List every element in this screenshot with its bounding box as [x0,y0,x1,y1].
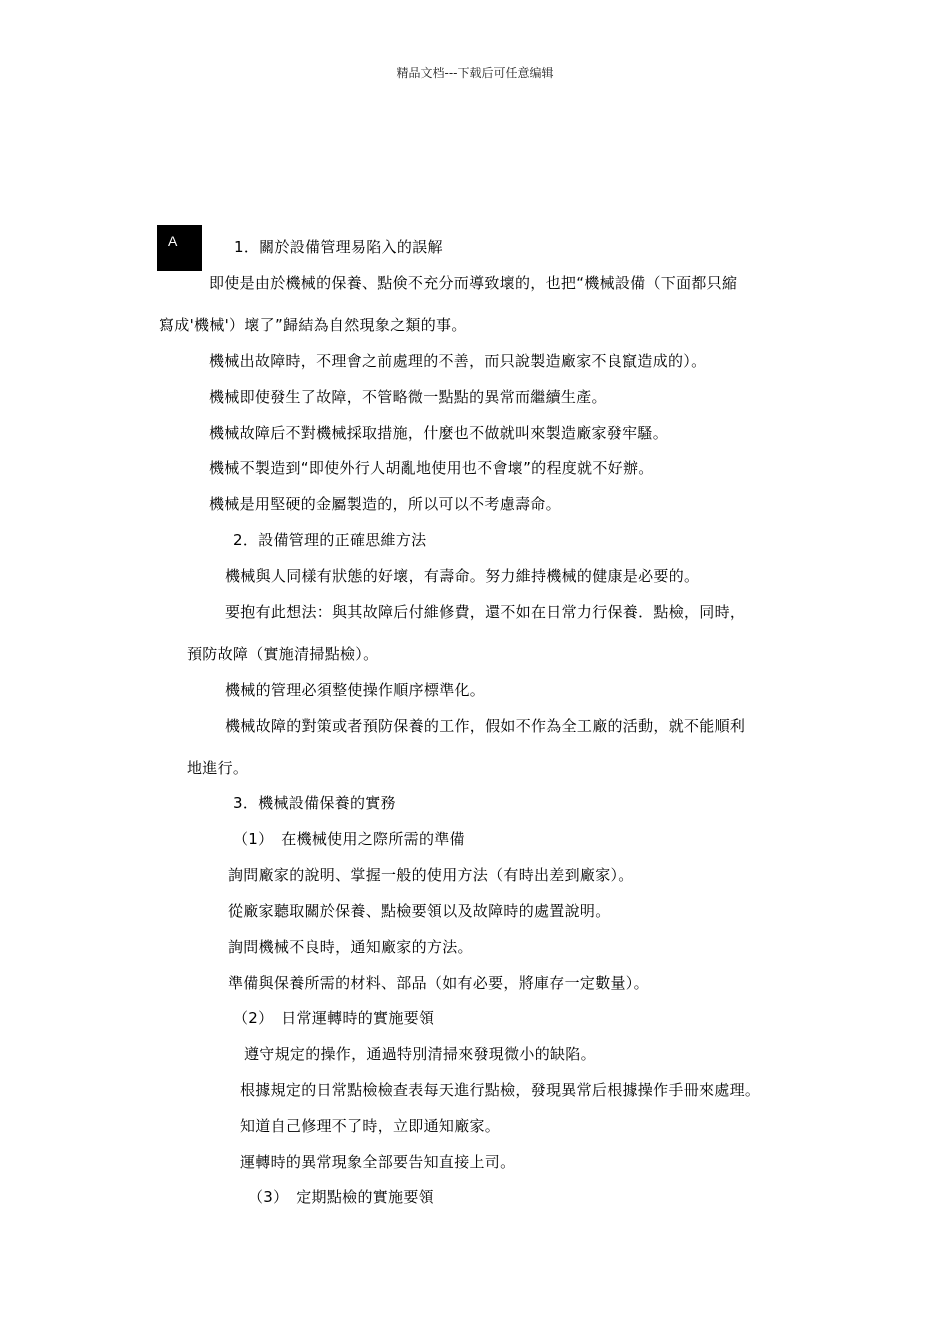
list-item: 機械即使發生了故障，不管略微一點點的異常而繼續生產。 [209,388,607,406]
paragraph-line: 寫成'機械'）壞了”歸結為自然現象之類的事。 [159,316,467,334]
list-item: 詢問廠家的說明、掌握一般的使用方法（有時出差到廠家）。 [228,866,634,884]
list-item: 機械與人同樣有狀態的好壞，有壽命。努力維持機械的健康是必要的。 [225,567,700,585]
list-item: 機械故障后不對機械採取措施，什麼也不做就叫來製造廠家發牢騷。 [209,424,669,442]
page-header: 精品文档---下载后可任意编辑 [396,66,554,80]
heading-3: 3．機械設備保養的實務 [233,794,396,812]
heading-1: 1．關於設備管理易陷入的誤解 [234,238,443,256]
list-item: 遵守規定的操作，通過特別清掃來發現微小的缺陷。 [244,1045,596,1063]
list-item: 準備與保養所需的材料、部品（如有必要，將庫存一定數量）。 [228,974,649,992]
paragraph-line: 要抱有此想法：與其故障后付維修費，還不如在日常力行保養．點檢，同時， [225,603,746,621]
list-item: 機械是用堅硬的金屬製造的，所以可以不考慮壽命。 [209,495,561,513]
subheading-2: （2） 日常運轉時的實施要領 [233,1009,435,1027]
paragraph-line: 地進行。 [187,759,249,777]
list-item: 機械的管理必須整使操作順序標準化。 [225,681,486,699]
list-item: 根據規定的日常點檢檢查表每天進行點檢，發現異常后根據操作手冊來處理。 [240,1081,761,1099]
list-item: 知道自己修理不了時，立即通知廠家。 [240,1117,501,1135]
section-badge: A [157,225,202,271]
list-item: 運轉時的異常現象全部要告知直接上司。 [240,1153,516,1171]
subheading-1: （1） 在機械使用之際所需的準備 [233,830,465,848]
list-item: 機械不製造到“即使外行人胡亂地使用也不會壞”的程度就不好辦。 [209,459,654,477]
list-item: 詢問機械不良時，通知廠家的方法。 [228,938,473,956]
subheading-3: （3） 定期點檢的實施要領 [248,1188,434,1206]
paragraph-line: 機械故障的對策或者預防保養的工作，假如不作為全工廠的活動，就不能順利 [225,717,746,735]
heading-2: 2．設備管理的正確思維方法 [233,531,427,549]
paragraph-line: 預防故障（實施清掃點檢）。 [187,645,379,663]
list-item: 機械出故障時，不理會之前處理的不善，而只說製造廠家不良竄造成的）。 [209,352,707,370]
list-item: 從廠家聽取關於保養、點檢要領以及故障時的處置說明。 [228,902,611,920]
paragraph-line: 即使是由於機械的保養、點倹不充分而導致壞的，也把“機械設備（下面都只縮 [209,274,738,292]
